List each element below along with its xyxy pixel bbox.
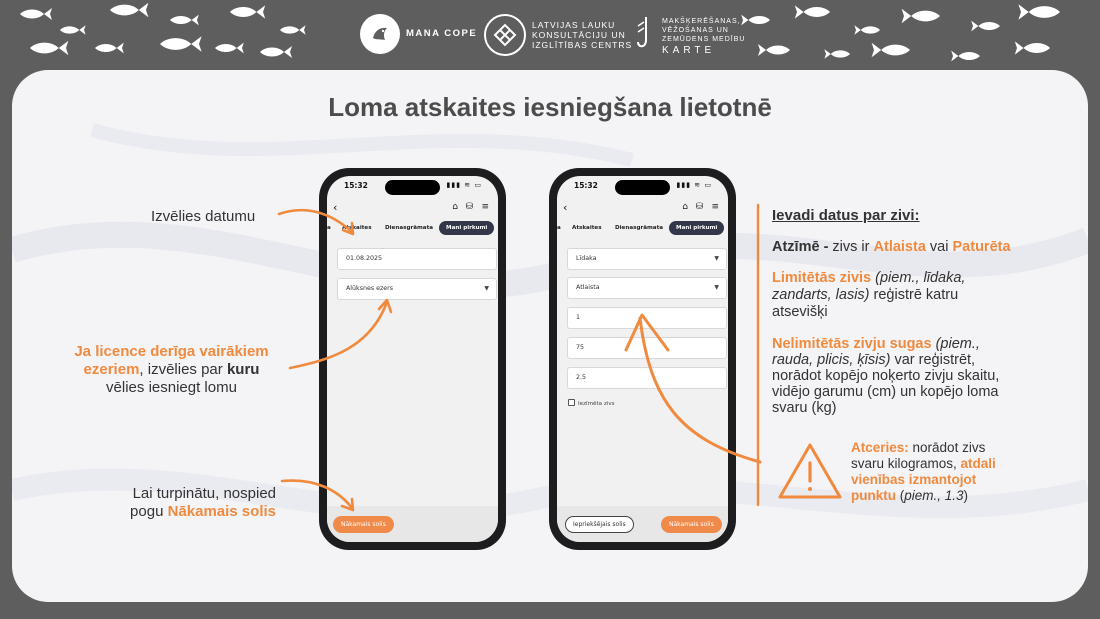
tab-mani-pirkumi[interactable]: Mani pirkumi (669, 221, 724, 235)
home-icon[interactable]: ⌂ (682, 202, 688, 212)
chevron-down-icon: ▼ (484, 285, 489, 292)
clock: 15:32 (574, 181, 598, 190)
remember-line-4 (851, 488, 1051, 504)
length-value: 75 (576, 344, 585, 351)
unlimited-examples-1: (piem., (931, 336, 980, 352)
remember-line-3: vienības izmantojot (851, 472, 977, 487)
lake-value: Alūksnes ezers (346, 285, 394, 292)
llkc-line-1: LATVIJAS LAUKU (532, 20, 616, 30)
unlimited-line-3: norādot kopējo noķerto zivju skaitu, (772, 368, 1000, 384)
limited-label: Limitētās zivis (772, 270, 872, 286)
chevron-down-icon: ▼ (714, 284, 719, 291)
karte-line-3: ZEMŪDENS MEDĪBU (662, 35, 746, 43)
remember-line-2 (851, 456, 1051, 472)
tab-dienasgramata[interactable]: Dienasgrāmata (385, 225, 434, 231)
unlimited-fish-text (772, 336, 1072, 416)
status-value: Atlaista (576, 284, 600, 291)
limited-rest: reģistrē katru (869, 287, 959, 303)
unlimited-line-5: svaru (kg) (772, 400, 837, 416)
chevron-down-icon: ▼ (714, 255, 719, 262)
signal-battery-icon: ▮▮▮ ≋ ▭ (446, 181, 482, 189)
mark-mid-2: vai (925, 239, 953, 255)
lake-hint-mid: , izvēlies par (139, 361, 227, 378)
menu-icon[interactable]: ≡ (711, 202, 719, 212)
page-title: Loma atskaites iesniegšana lietotnē (328, 92, 772, 122)
remember-text (851, 440, 1051, 504)
mark-mid-1: zivs ir (828, 239, 874, 255)
remember-orange-2: atdali (960, 456, 996, 471)
prev-step-button[interactable]: Iepriekšējais solis (565, 516, 634, 533)
signal-battery-icon: ▮▮▮ ≋ ▭ (676, 181, 712, 189)
arrow-to-next (282, 481, 352, 508)
remember-label: Atceries: (851, 440, 909, 455)
basket-icon[interactable]: ⛁ (695, 202, 703, 212)
date-hint: Izvēlies datumu (151, 208, 256, 225)
arrow-to-lake (290, 302, 387, 368)
llkc-line-2: KONSULTĀCIJU UN (532, 30, 626, 40)
clock: 15:32 (344, 181, 368, 190)
next-hint-button-name: Nākamais solis (167, 503, 276, 520)
checkbox-label: Iezīmēta zivs (578, 401, 615, 407)
unlimited-label: Nelimitētās zivju sugas (772, 336, 932, 352)
mark-kept: Paturēta (952, 239, 1011, 255)
mark-line (772, 239, 1011, 255)
tab-partial[interactable]: a (327, 225, 331, 231)
unlimited-line-2 (772, 352, 1072, 368)
next-step-button[interactable]: Nākamais solis (333, 516, 394, 533)
tab-dienasgramata[interactable]: Dienasgrāmata (615, 225, 664, 231)
back-icon[interactable]: ‹ (563, 201, 568, 214)
mana-cope-label: MANA COPE (406, 28, 478, 39)
unlimited-examples-2: rauda, plicis, ķīsis) (772, 352, 891, 368)
weight-value: 2.5 (576, 374, 587, 381)
date-value: 01.08.2025 (346, 255, 383, 262)
remember-example: piem., 1.3 (904, 488, 964, 503)
karte-line-2: VĒŽOŠANAS UN (662, 26, 729, 34)
arrow-to-date (279, 210, 352, 232)
limited-examples-2: zandarts, lasis) (772, 287, 870, 303)
tab-atskaites[interactable]: Atskaites (572, 225, 602, 231)
limited-line-3: atsevišķi (772, 304, 828, 320)
warning-icon (780, 445, 840, 497)
next-hint-line-2 (108, 503, 276, 521)
arrow-to-fields (640, 318, 760, 462)
unlimited-line-4: vidējo garumu (cm) un kopējo loma (772, 384, 999, 400)
llkc-line-3: IZGLĪTĪBAS CENTRS (532, 40, 633, 50)
limited-line-1 (772, 270, 1062, 287)
next-hint-line-1: Lai turpinātu, nospied (132, 485, 276, 502)
back-icon[interactable]: ‹ (333, 201, 338, 214)
remember-paren-open: ( (896, 488, 905, 503)
remember-plain-2: svaru kilogramos, (851, 456, 961, 471)
remember-rest-1: norādot zivs (908, 440, 986, 455)
species-value: Līdaka (576, 255, 597, 262)
remember-orange-4: punktu (851, 488, 896, 503)
arrow-head-large (626, 315, 668, 350)
karte-word: KARTE (662, 44, 716, 56)
mark-label: Atzīmē - (772, 239, 829, 255)
remember-paren-close: ) (963, 488, 969, 503)
lake-hint-line-2 (64, 361, 279, 379)
lake-hint-kuru: kuru (226, 361, 260, 378)
next-hint (108, 485, 276, 521)
unlimited-line-1 (772, 336, 1072, 352)
home-icon[interactable]: ⌂ (452, 202, 458, 212)
count-value: 1 (576, 314, 581, 321)
remember-line-1 (851, 440, 1051, 456)
lake-hint-line-1: Ja licence derīga vairākiem (74, 343, 269, 360)
basket-icon[interactable]: ⛁ (465, 202, 473, 212)
lake-hint-ezeriem: ezeriem (83, 361, 140, 378)
limited-examples-1: (piem., līdaka, (871, 270, 966, 286)
tab-partial[interactable]: a (557, 225, 561, 231)
unlimited-rest: var reģistrēt, (890, 352, 976, 368)
limited-line-2 (772, 287, 1062, 304)
next-hint-pogu: pogu (130, 503, 168, 520)
lake-hint-line-3: vēlies iesniegt lomu (106, 379, 237, 396)
tab-atskaites[interactable]: Atskaites (342, 225, 372, 231)
tab-mani-pirkumi[interactable]: Mani pirkumi (439, 221, 494, 235)
mark-released: Atlaista (873, 239, 926, 255)
menu-icon[interactable]: ≡ (481, 202, 489, 212)
lake-hint (64, 343, 279, 397)
fish-data-heading: Ievadi datus par zivi: (772, 207, 920, 224)
limited-fish-text (772, 270, 1062, 321)
karte-line-1: MAKŠĶERĒŠANAS, (662, 17, 741, 25)
next-step-button[interactable]: Nākamais solis (661, 516, 722, 533)
